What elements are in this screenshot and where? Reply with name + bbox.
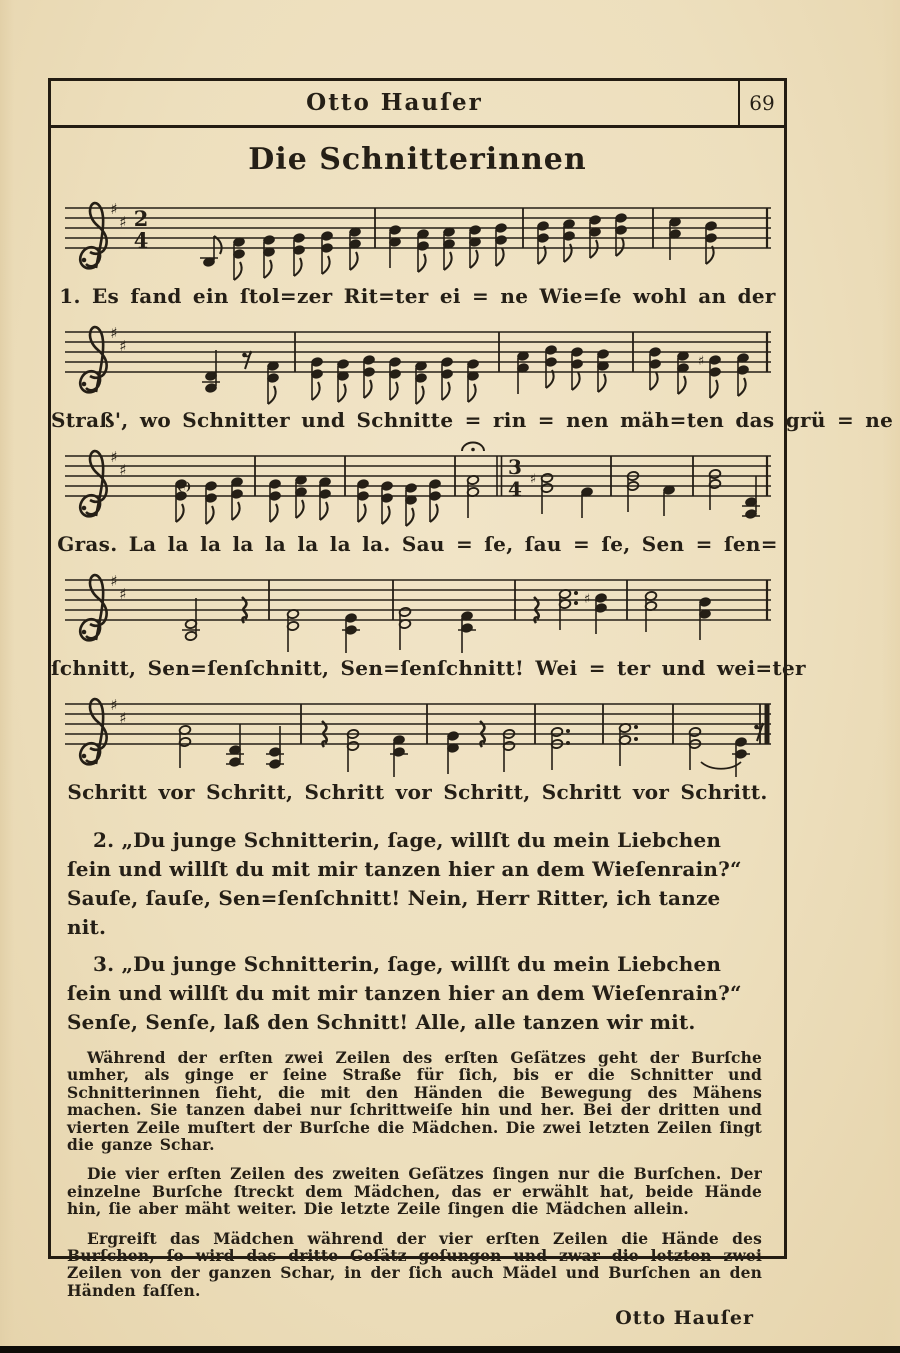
page-frame [48,78,894,1330]
verse-2: 2. „Du junge Schnitterin, ſage, willſt du mein Liebchen ſein und willſt du mit mir tanzen hier an dem Wieſenrain?“ Sauſe, ſauſe, Sen=ſenſchnitt! Nein, Herr Ritter, ich tanze nit. [67,828,742,939]
music-system-5 [51,688,784,812]
svg-text:2: 2 [133,206,149,231]
svg-text:♯: ♯ [119,213,127,231]
music-system-2 [51,316,894,440]
dance-instructions-3: Ergreift das Mädchen während der vier erſten Zeilen die Hände des Burſchen, ſo wird das dritte Geſätz geſungen und zwar die letzten zwei Zeilen von der ganzen Schar, in der ſich auch Mädel und Burſchen an den Händen faſſen. [67,1228,762,1300]
svg-text:♯: ♯ [110,448,118,466]
lyric-line-4: ſchnitt, Sen=ſenſchnitt, Sen=ſenſchnitt! Wei = ter und wei=ter [51,656,806,680]
svg-text:♯: ♯ [529,472,537,487]
svg-text:♯: ♯ [697,354,705,369]
verse-3: 3. „Du junge Schnitterin, ſage, willſt du mein Liebchen ſein und willſt du mit mir tanzen hier an dem Wieſenrain?“ Senſe, Senſe, laß den Schnitt! Alle, alle tanzen wir mit. [67,952,742,1034]
music-system-3 [51,440,784,564]
dance-instructions-1: Während der erſten zwei Zeilen des erſten Geſätzes geht der Burſche umher, als ginge er ſeine Straße für ſich, bis er die Schnitter und Schnitterinnen ſieht, die mit den Händen die Bewegung des Mähens machen. Sie tanzen dabei nur ſchrittweiſe hin und her. Bei der dritten und vierten Zeile muſtert der Burſche die Mädchen. Die zwei letzten Zeilen ſingt die ganze Schar. [67,1048,762,1155]
header-author: Otto Hauſer [306,89,483,116]
svg-text:♯: ♯ [119,709,127,727]
lyric-line-5: Schritt vor Schritt, Schritt vor Schritt, Schritt vor Schritt. [67,780,768,804]
svg-text:4: 4 [508,477,522,501]
dance-instructions-2: Die vier erſten Zeilen des zweiten Geſätzes ſingen nur die Burſchen. Der einzelne Burſche ſtreckt dem Mädchen, das er erwählt hat, beide Hände hin, ſie aber mäht weiter. Die letzte Zeile ſingen die Mädchen allein. [67,1164,762,1219]
author-signature: Otto Hauſer [615,1307,754,1330]
svg-text:♯: ♯ [583,592,591,607]
music-system-4 [51,564,806,688]
lyric-line-2: Straß', wo Schnitter und Schnitte = rin = nen mäh=ten das grü = ne [51,408,894,432]
svg-text:♯: ♯ [110,324,118,342]
svg-text:4: 4 [133,228,149,253]
music-staff-1 [63,192,773,284]
svg-text:(♮): (♮) [176,480,192,493]
music-staff-5 [63,688,773,780]
lyric-line-1: 1. Es fand ein ſtol=zer Rit=ter ei = ne Wie=ſe wohl an der [59,284,776,308]
music-staff-2 [63,316,773,408]
music-system-1 [51,192,784,316]
song-title: Die Schnitterinnen [248,142,587,177]
scan-edge [0,1346,900,1353]
svg-text:3: 3 [508,455,522,479]
svg-text:♯: ♯ [119,337,127,355]
svg-text:♯: ♯ [110,696,118,714]
music-staff-4 [63,564,773,656]
lyric-line-3: Gras. La la la la la la la la. Sau = ſe, ſau = ſe, Sen = ſen= [57,532,778,556]
svg-text:♯: ♯ [119,461,127,479]
svg-text:♯: ♯ [110,572,118,590]
svg-text:♯: ♯ [110,200,118,218]
music-staff-3 [63,440,773,532]
page-header [51,81,784,128]
svg-text:♯: ♯ [119,585,127,603]
page-number: 69 [738,81,784,125]
music-systems [51,192,894,812]
